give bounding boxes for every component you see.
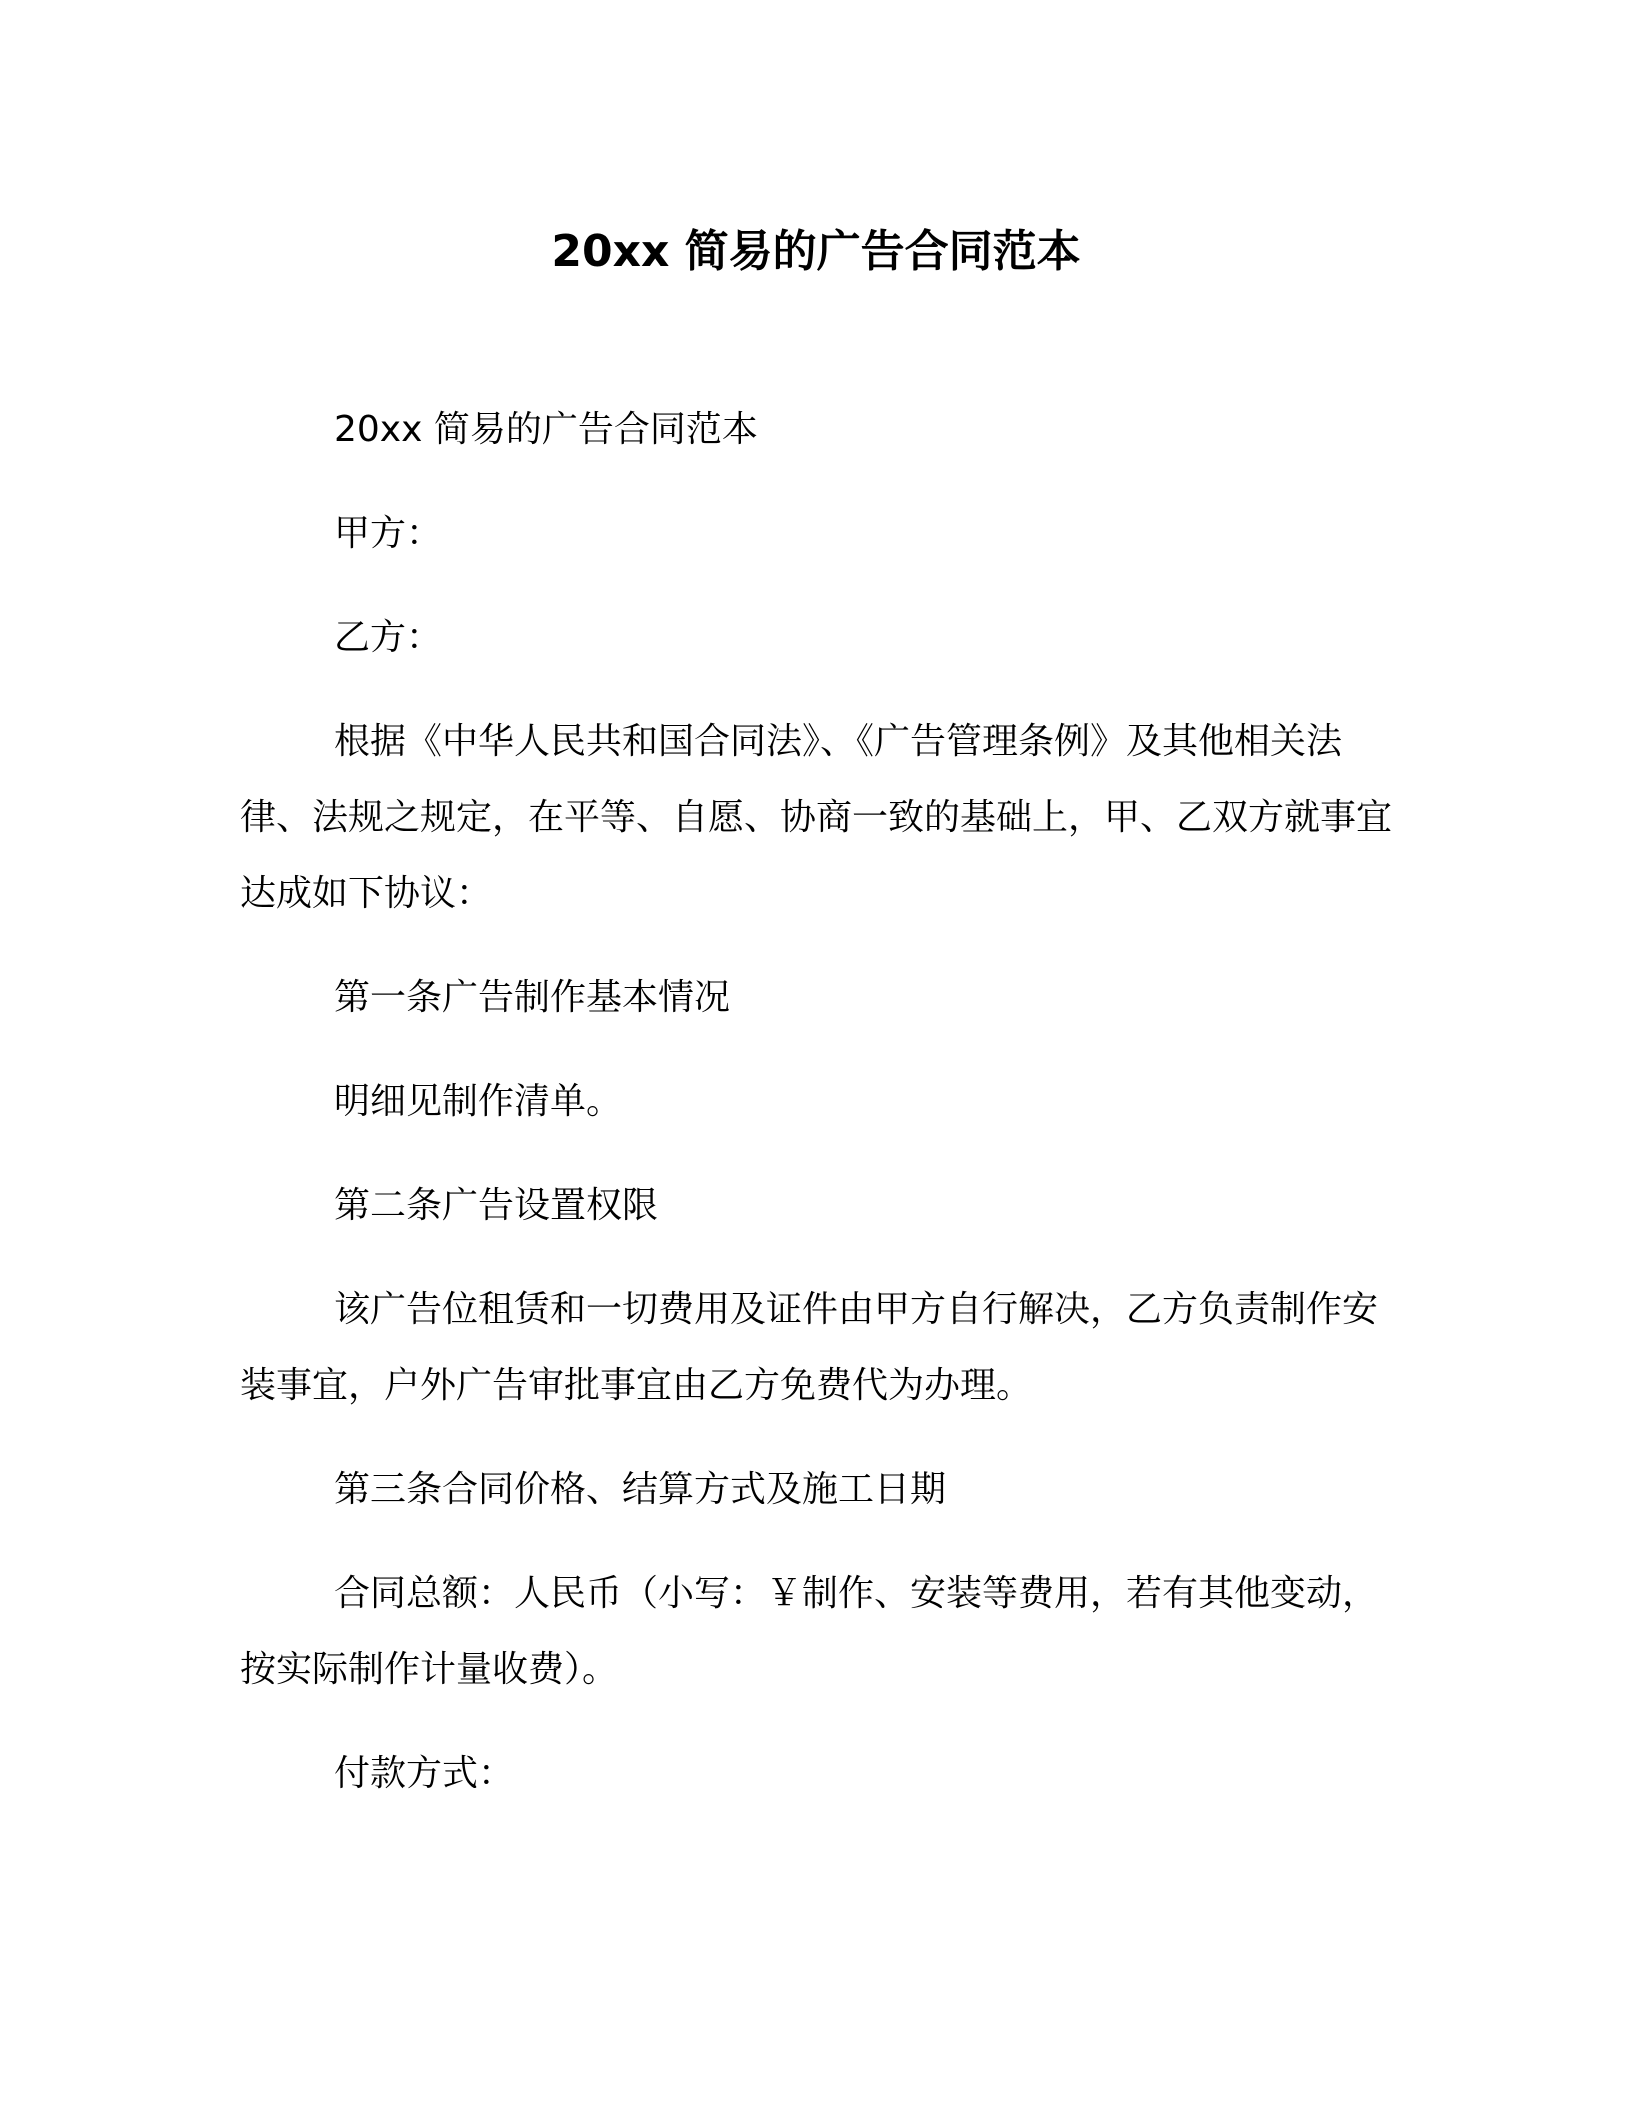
paragraph-article-3-title: 第三条合同价格、结算方式及施工日期 <box>334 1469 947 1510</box>
paragraph-heading: 20xx 简易的广告合同范本 <box>334 409 758 450</box>
paragraph-payment-method: 付款方式： <box>334 1753 515 1794</box>
document-body <box>240 392 1410 1840</box>
paragraph-party-b: 乙方： <box>334 617 443 658</box>
paragraph-party-a: 甲方： <box>334 513 443 554</box>
paragraph-preamble: 根据《中华人民共和国合同法》、《广告管理条例》及其他相关法律、法规之规定，在平等、自愿、协商一致的基础上，甲、乙双方就事宜达成如下协议： <box>240 721 1393 914</box>
paragraph-article-2-body: 该广告位租赁和一切费用及证件由甲方自行解决，乙方负责制作安装事宜，户外广告审批事宜由乙方免费代为办理。 <box>240 1289 1379 1406</box>
paragraph-article-3-amount: 合同总额：人民币（小写：￥制作、安装等费用，若有其他变动，按实际制作计量收费）。 <box>240 1573 1379 1690</box>
document-title: 20xx 简易的广告合同范本 <box>551 226 1081 277</box>
paragraph-article-1-body: 明细见制作清单。 <box>334 1081 623 1122</box>
paragraph-article-2-title: 第二条广告设置权限 <box>334 1185 659 1226</box>
paragraph-article-1-title: 第一条广告制作基本情况 <box>334 977 731 1018</box>
